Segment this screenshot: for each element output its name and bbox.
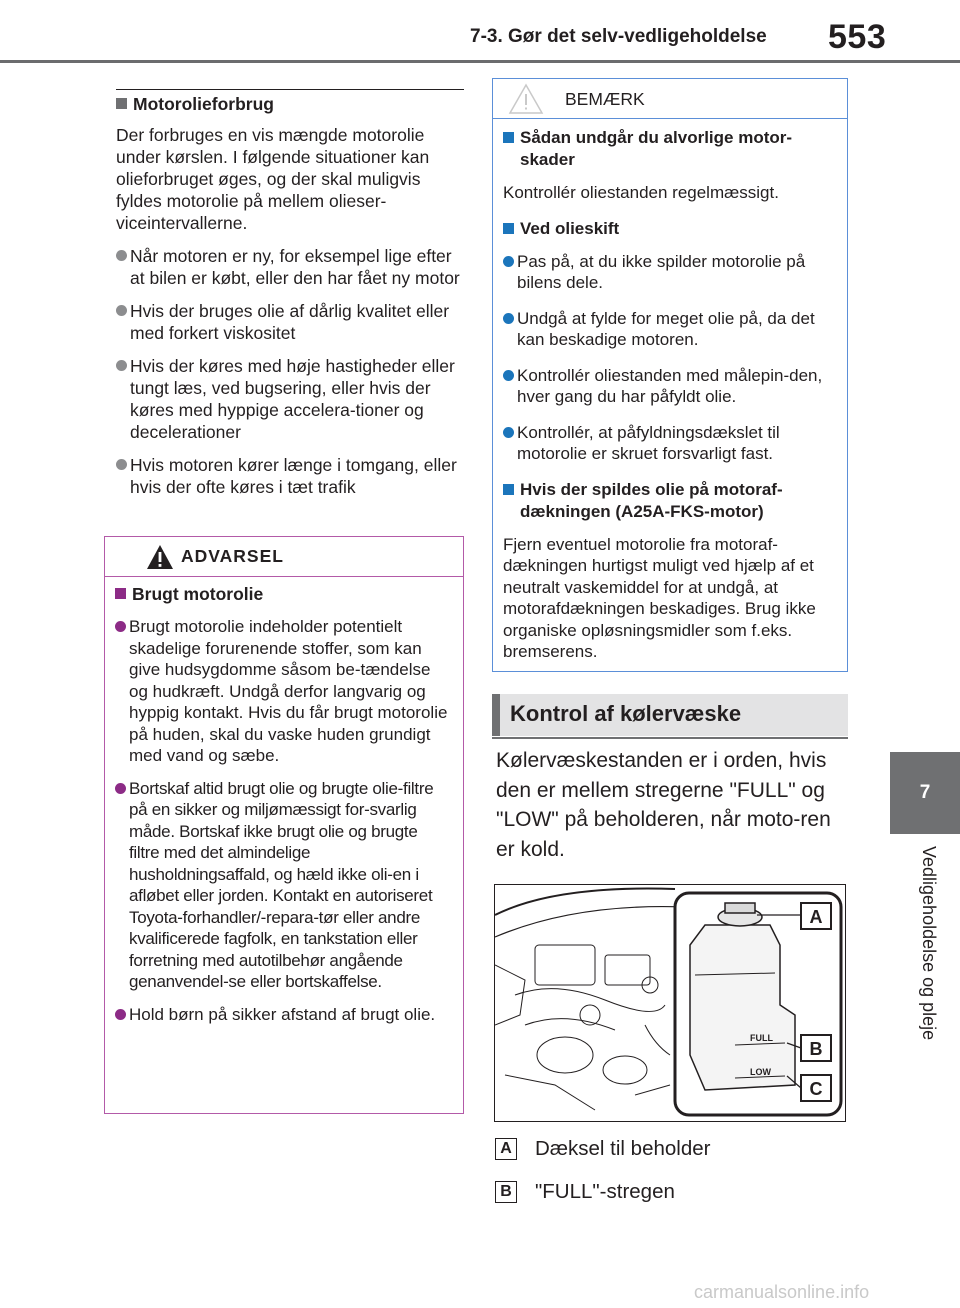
engine-bay-drawing bbox=[495, 885, 844, 1120]
coolant-reservoir-illustration bbox=[494, 884, 846, 1122]
bullet-dot bbox=[115, 1009, 126, 1020]
list-item: Pas på, at du ikke spilder motorolie på bilens dele. bbox=[503, 251, 835, 294]
oil-change-heading: Ved olieskift bbox=[503, 218, 835, 240]
notice-title: BEMÆRK bbox=[565, 89, 645, 109]
watermark: carmanualsonline.info bbox=[694, 1282, 870, 1302]
oil-consumption-intro: Der forbruges en vis mængde motorolie under kørslen. I følgende situationer kan olieforbruget øges, og der skal muligvis fyldes motorolie på mellem olieser-viceintervallerne. bbox=[116, 125, 430, 233]
header-divider bbox=[0, 60, 960, 63]
oil-consumption-heading: Motorolieforbrug bbox=[116, 93, 464, 115]
used-oil-heading: Brugt motorolie bbox=[115, 583, 451, 605]
label-a bbox=[801, 903, 831, 929]
bullet-dot bbox=[116, 360, 127, 371]
spill-heading: Hvis der spildes olie på motoraf-dækningen (A25A-FKS-motor) bbox=[503, 479, 835, 523]
check-oil-text: Kontrollér oliestanden regelmæssigt. bbox=[503, 183, 779, 202]
label-c bbox=[801, 1075, 831, 1101]
warning-header bbox=[105, 537, 463, 577]
notice-header bbox=[493, 79, 847, 119]
legend-item-b bbox=[495, 1180, 675, 1204]
bullet-dot bbox=[116, 250, 127, 261]
bullet-dot bbox=[116, 459, 127, 470]
list-item: Hvis der bruges olie af dårlig kvalitet eller med forkert viskositet bbox=[116, 300, 464, 344]
list-item: Hvis der køres med høje hastigheder eller tungt læs, ved bugsering, eller hvis der køres med hyppige accelera-tioner og decelerationer bbox=[116, 355, 464, 443]
warning-box bbox=[104, 536, 464, 1114]
chapter-number: 7 bbox=[919, 782, 931, 803]
label-b-text: B bbox=[809, 1039, 823, 1059]
list-item: Kontrollér oliestanden med målepin-den, hver gang du har påfyldt olie. bbox=[503, 365, 835, 408]
list-item: Hold børn på sikker afstand af brugt olie. bbox=[115, 1004, 451, 1026]
legend-key: B bbox=[495, 1181, 517, 1203]
coolant-section-header bbox=[492, 694, 848, 736]
heading-marker bbox=[115, 588, 126, 599]
low-mark: LOW bbox=[750, 1067, 771, 1077]
engine-damage-heading: Sådan undgår du alvorlige motor-skader bbox=[503, 127, 835, 171]
bullet-dot bbox=[116, 305, 127, 316]
legend-text: Dæksel til beholder bbox=[535, 1137, 711, 1160]
label-b bbox=[801, 1035, 831, 1061]
heading-marker bbox=[503, 484, 514, 495]
list-item: Kontrollér, at påfyldningsdækslet til motorolie er skruet forsvarligt fast. bbox=[503, 422, 835, 465]
list-item: Undgå at fylde for meget olie på, da det kan beskadige motoren. bbox=[503, 308, 835, 351]
coolant-intro: Kølervæskestanden er i orden, hvis den er mellem stregerne "FULL" og "LOW" på beholderen, når moto-ren er kold. bbox=[496, 749, 831, 861]
bullet-dot bbox=[503, 427, 514, 438]
list-item: Brugt motorolie indeholder potentielt skadelige forurenende stoffer, som kan give hudsygdomme såsom be-tændelse og hudkræft. Undgå derfor langvarig og hyppig kontakt. Hvis du får brugt motorolie på huden, skal du vaske huden grundigt med vand og sæbe. bbox=[115, 616, 451, 767]
notice-box bbox=[492, 78, 848, 672]
bullet-dot bbox=[115, 621, 126, 632]
bullet-dot bbox=[115, 783, 126, 794]
label-c-text: C bbox=[809, 1079, 823, 1099]
caution-triangle-icon bbox=[507, 82, 545, 116]
spill-text: Fjern eventuel motorolie fra motoraf-dækningen hurtigst muligt ved hjælp af et neutralt vaskemiddel for at undgå, at motorafdækningen beskadiges. Brug ikke organiske opløsningsmidler som f.eks. bremserens. bbox=[503, 534, 816, 661]
full-mark: FULL bbox=[750, 1033, 773, 1043]
heading-marker bbox=[503, 132, 514, 143]
warning-triangle-icon bbox=[145, 543, 175, 571]
heading-marker bbox=[503, 223, 514, 234]
coolant-section-title: Kontrol af kølervæske bbox=[510, 701, 742, 726]
legend-item-a bbox=[495, 1137, 710, 1161]
bullet-dot bbox=[503, 313, 514, 324]
bullet-dot bbox=[503, 256, 514, 267]
bullet-dot bbox=[503, 370, 514, 381]
list-item: Hvis motoren kører længe i tomgang, eller hvis der ofte køres i tæt trafik bbox=[116, 454, 464, 498]
chapter-tab[interactable] bbox=[890, 752, 960, 834]
legend-key: A bbox=[495, 1138, 517, 1160]
header-accent-bar bbox=[492, 694, 500, 736]
warning-title: ADVARSEL bbox=[181, 546, 284, 566]
list-item: Bortskaf altid brugt olie og brugte olie-filtre på en sikker og miljømæssigt for-svarlig måde. Bortskaf ikke brugt olie og brugte filtre med det almindelige husholdningsaffald, og hæld ikke oli-en i afløbet eller jorden. Kontakt en autoriseret Toyota-forhandler/-repara-tør eller andre kvalificerede fagfolk, en tankstation eller forretning med autotilbehør angående genanvendel-se eller bortskaffelse. bbox=[115, 778, 451, 993]
oil-consumption-section bbox=[116, 89, 464, 498]
section-title: 7-3. Gør det selv-vedligeholdelse bbox=[470, 26, 767, 47]
section-underline bbox=[492, 737, 848, 739]
list-item: Når motoren er ny, for eksempel lige efter at bilen er købt, eller den har fået ny motor bbox=[116, 245, 464, 289]
legend-text: "FULL"-stregen bbox=[535, 1180, 675, 1203]
chapter-label: Vedligeholdelse og pleje bbox=[919, 846, 939, 1041]
page-number: 553 bbox=[828, 18, 887, 56]
label-a-text: A bbox=[809, 907, 823, 927]
heading-marker bbox=[116, 98, 127, 109]
